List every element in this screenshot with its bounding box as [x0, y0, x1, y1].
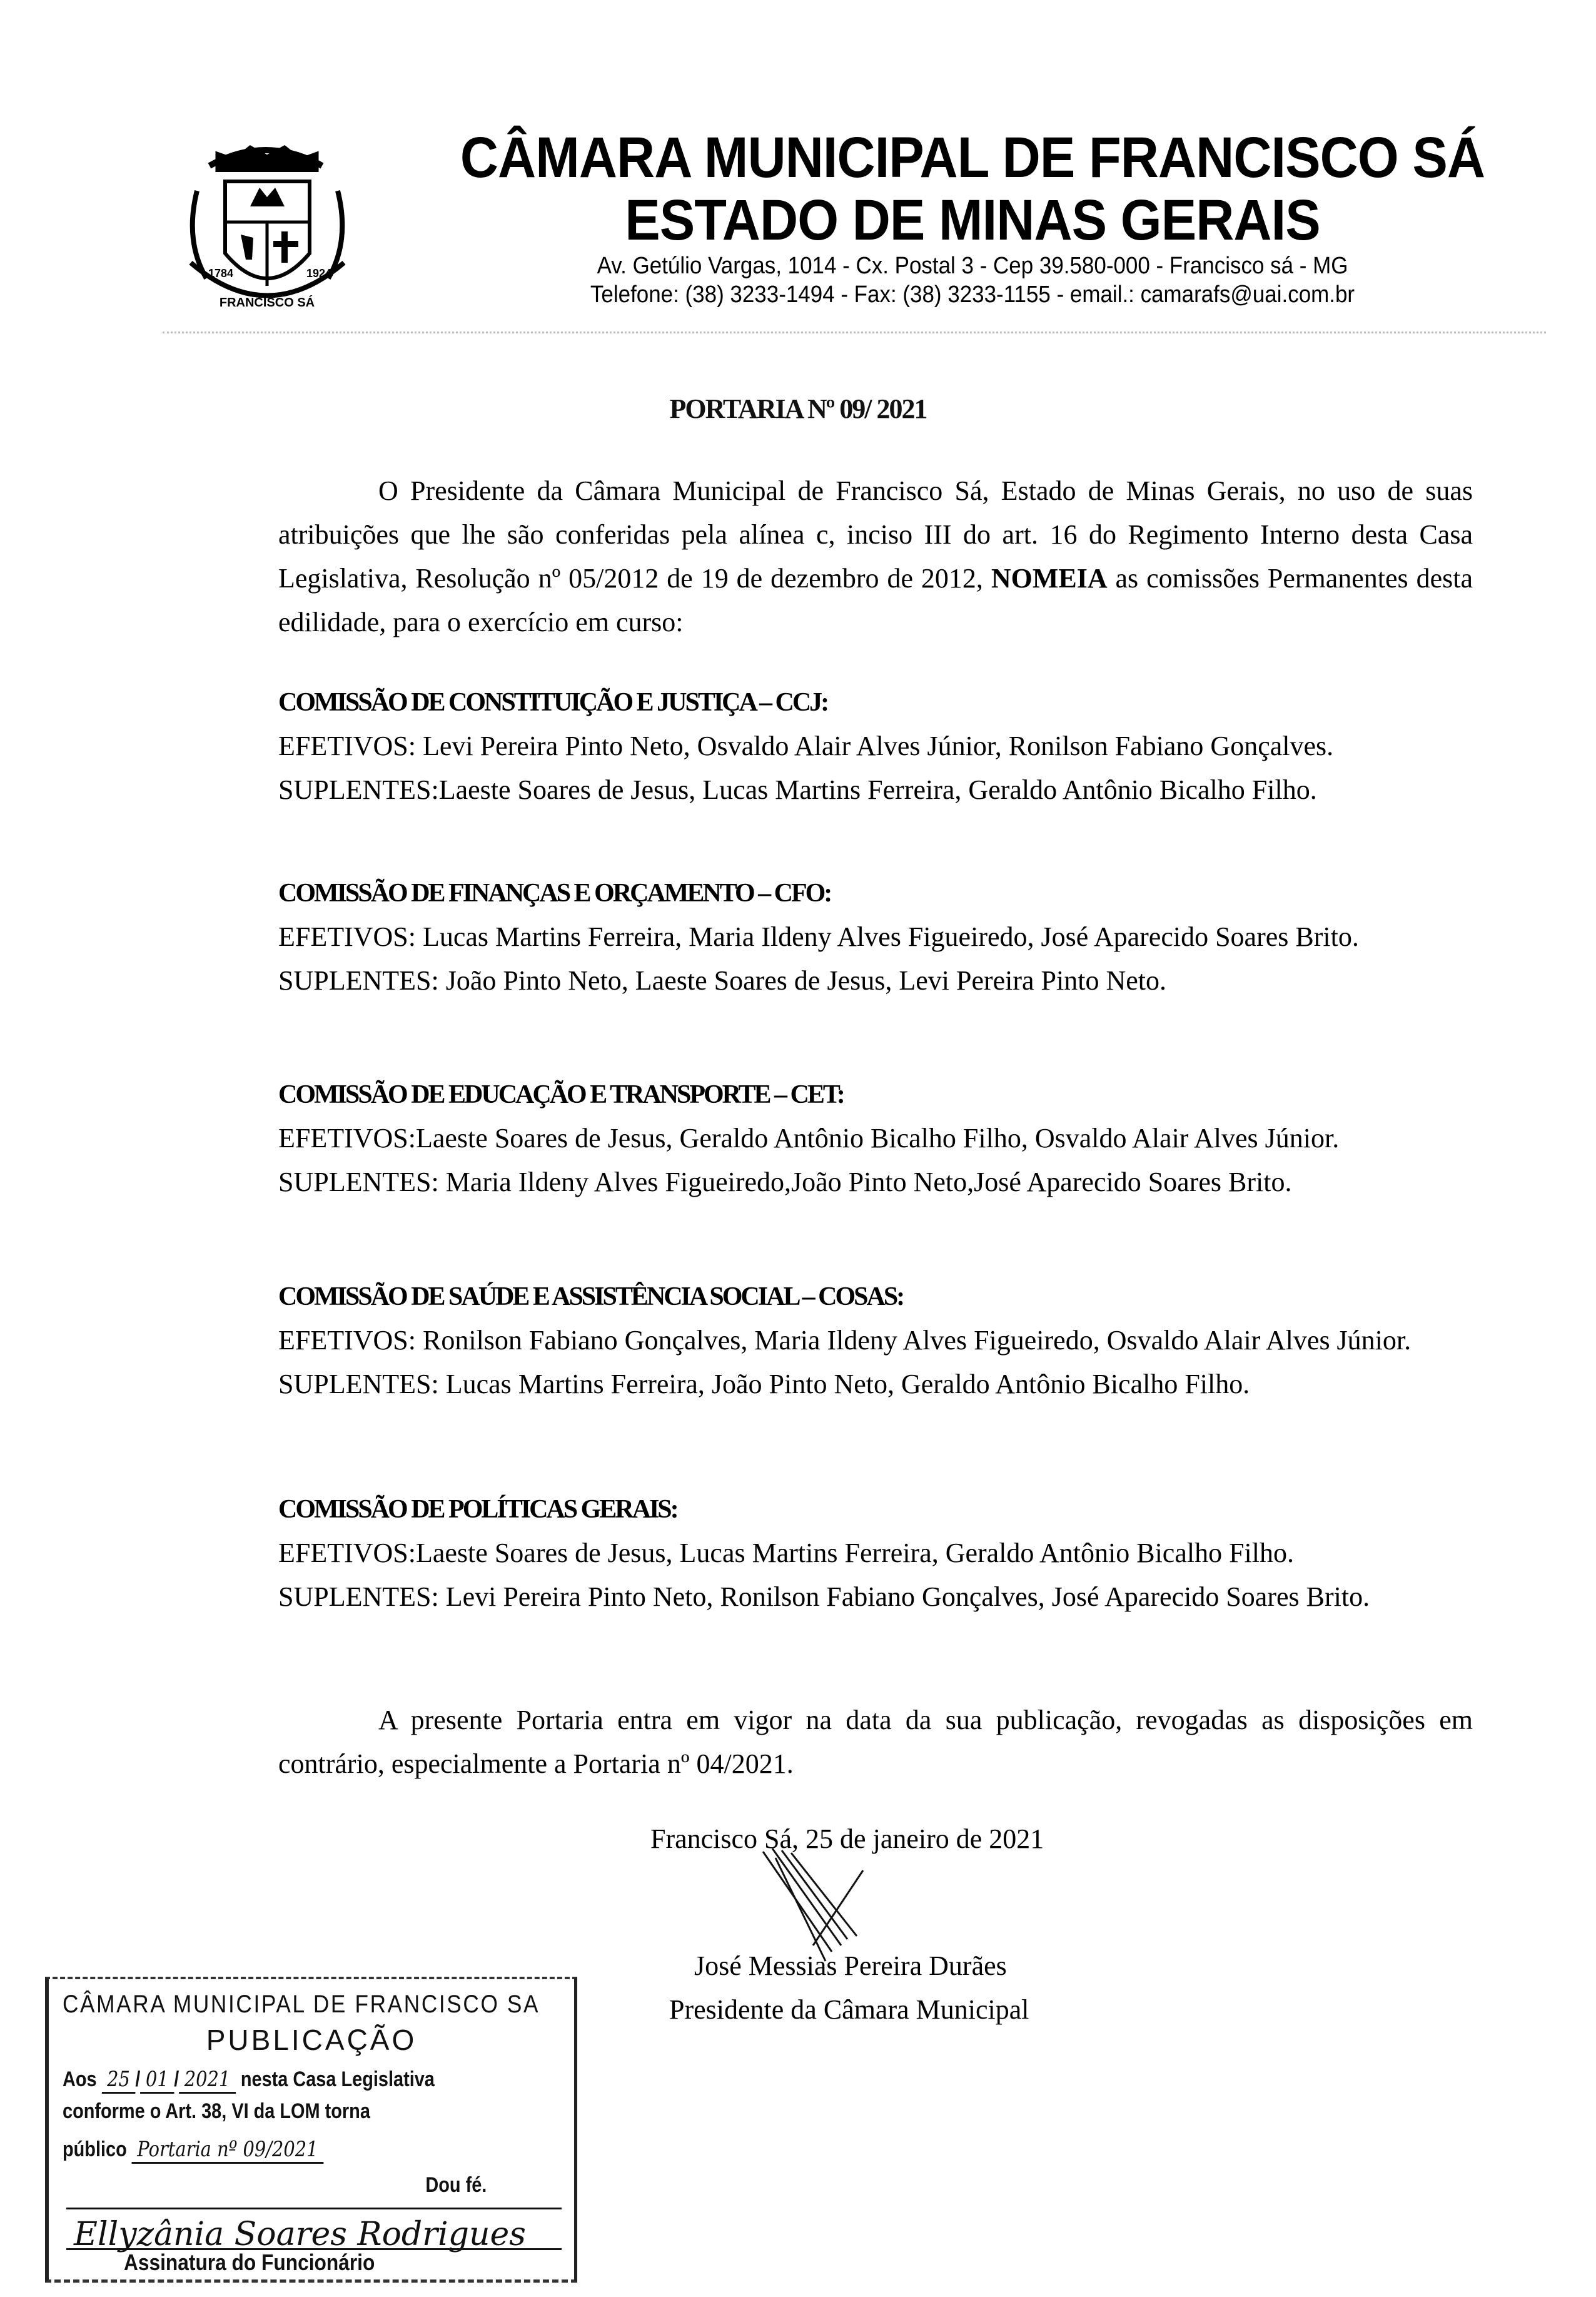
publication-stamp: [45, 1977, 577, 2283]
document-title: PORTARIA Nº 09/ 2021: [669, 393, 927, 424]
committee-politicas-gerais: [278, 1488, 1473, 1619]
signatory-name: José Messias Pereira Durães: [694, 1950, 1007, 1981]
header-divider: [163, 332, 1546, 333]
stamp-year: 2021: [179, 2067, 236, 2094]
intro-bold: NOMEIA: [991, 563, 1108, 594]
committee-efetivos: EFETIVOS:Laeste Soares de Jesus, Geraldo Antônio Bicalho Filho, Osvaldo Alair Alves Júnior.: [278, 1123, 1340, 1154]
stamp-legal-basis: conforme o Art. 38, VI da LOM torna: [63, 2099, 370, 2123]
committee-efetivos: EFETIVOS: Ronilson Fabiano Gonçalves, Maria Ildeny Alves Figueiredo, Osvaldo Alair Alves Júnior.: [278, 1325, 1412, 1356]
header-address: Av. Getúlio Vargas, 1014 - Cx. Postal 3 - Cep 39.580-000 - Francisco sá - MG: [597, 253, 1348, 279]
municipal-crest-icon: [178, 128, 356, 316]
crest-banner: FRANCISCO SÁ: [219, 296, 315, 310]
committee-name: COMISSÃO DE FINANÇAS E ORÇAMENTO – CFO:: [278, 879, 831, 908]
place-date: Francisco Sá, 25 de janeiro de 2021: [650, 1823, 1044, 1854]
stamp-title: PUBLICAÇÃO: [206, 2024, 417, 2056]
committee-name: COMISSÃO DE EDUCAÇÃO E TRANSPORTE – CET:: [278, 1080, 844, 1109]
committee-efetivos: EFETIVOS:Laeste Soares de Jesus, Lucas Martins Ferreira, Geraldo Antônio Bicalho Filho.: [278, 1538, 1295, 1568]
committee-name: COMISSÃO DE SAÚDE E ASSISTÊNCIA SOCIAL – COSAS:: [278, 1282, 904, 1311]
header-title-line1: CÂMARA MUNICIPAL DE FRANCISCO SÁ: [460, 126, 1485, 190]
stamp-footer: Assinatura do Funcionário: [124, 2249, 375, 2275]
signatory-role: Presidente da Câmara Municipal: [669, 1994, 1029, 2025]
committee-efetivos: EFETIVOS: Levi Pereira Pinto Neto, Osvaldo Alair Alves Júnior, Ronilson Fabiano Gonçalves.: [278, 731, 1334, 761]
intro-paragraph: [278, 469, 1473, 644]
stamp-aos-label: Aos: [63, 2067, 97, 2091]
committee-suplentes: SUPLENTES: Lucas Martins Ferreira, João Pinto Neto, Geraldo Antônio Bicalho Filho.: [278, 1369, 1250, 1399]
stamp-institution: CÂMARA MUNICIPAL DE FRANCISCO SA: [63, 1990, 540, 2018]
stamp-dou-fe: Dou fé.: [425, 2173, 487, 2197]
stamp-publico-row: [63, 2137, 487, 2162]
closing-text: A presente Portaria entra em vigor na data da sua publicação, revogadas as disposições em contrário, especialmente a Portaria nº 04/2021.: [278, 1705, 1473, 1779]
committee-name: COMISSÃO DE CONSTITUIÇÃO E JUSTIÇA – CCJ:: [278, 688, 828, 717]
closing-paragraph: [278, 1698, 1473, 1786]
stamp-rule: [66, 2208, 562, 2209]
committee-cfo: [278, 871, 1473, 1003]
committee-cet: [278, 1073, 1473, 1204]
committee-ccj: [278, 681, 1473, 812]
committee-suplentes: SUPLENTES: Maria Ildeny Alves Figueiredo,João Pinto Neto,José Aparecido Soares Brito.: [278, 1167, 1292, 1197]
committee-cosas: [278, 1275, 1473, 1406]
crest-year-right: 1924: [306, 267, 332, 280]
stamp-publico-value: Portaria nº 09/2021: [132, 2137, 323, 2164]
header-contact: Telefone: (38) 3233-1494 - Fax: (38) 3233-1155 - email.: camarafs@uai.com.br: [590, 281, 1355, 308]
committee-suplentes: SUPLENTES:Laeste Soares de Jesus, Lucas Martins Ferreira, Geraldo Antônio Bicalho Filho.: [278, 774, 1317, 805]
stamp-day: 25: [102, 2067, 136, 2094]
intro-prefix: O Presidente da Câmara Municipal de Francisco Sá, Estado de Minas Gerais, no uso de suas atribuições que lhe são conferidas pela alínea c, inciso III do art. 16 do Regimento Interno desta Casa Legislativa, Resolução nº 05/2012 de 19 de dezembro de 2012,: [278, 475, 1473, 594]
committee-efetivos: EFETIVOS: Lucas Martins Ferreira, Maria Ildeny Alves Figueiredo, José Aparecido Soares Brito.: [278, 921, 1359, 952]
intro-suffix: as comissões Permanentes desta edilidade, para o exercício em curso:: [278, 563, 1473, 637]
committee-suplentes: SUPLENTES: Levi Pereira Pinto Neto, Ronilson Fabiano Gonçalves, José Aparecido Soares Brito.: [278, 1581, 1370, 1612]
committee-name: COMISSÃO DE POLÍTICAS GERAIS:: [278, 1495, 677, 1524]
stamp-date-row: Aos 25 / 01 / 2021 nesta Casa Legislativa: [63, 2067, 487, 2092]
crest-year-left: 1784: [208, 267, 234, 280]
stamp-publico-label: público: [63, 2137, 127, 2161]
stamp-after-date: nesta Casa Legislativa: [240, 2067, 435, 2091]
stamp-month: 01: [140, 2067, 174, 2094]
stamp-clerk-signature: Ellyzânia Soares Rodrigues: [74, 2216, 526, 2253]
committee-suplentes: SUPLENTES: João Pinto Neto, Laeste Soares de Jesus, Levi Pereira Pinto Neto.: [278, 965, 1167, 996]
header-title-line2: ESTADO DE MINAS GERAIS: [625, 188, 1320, 252]
